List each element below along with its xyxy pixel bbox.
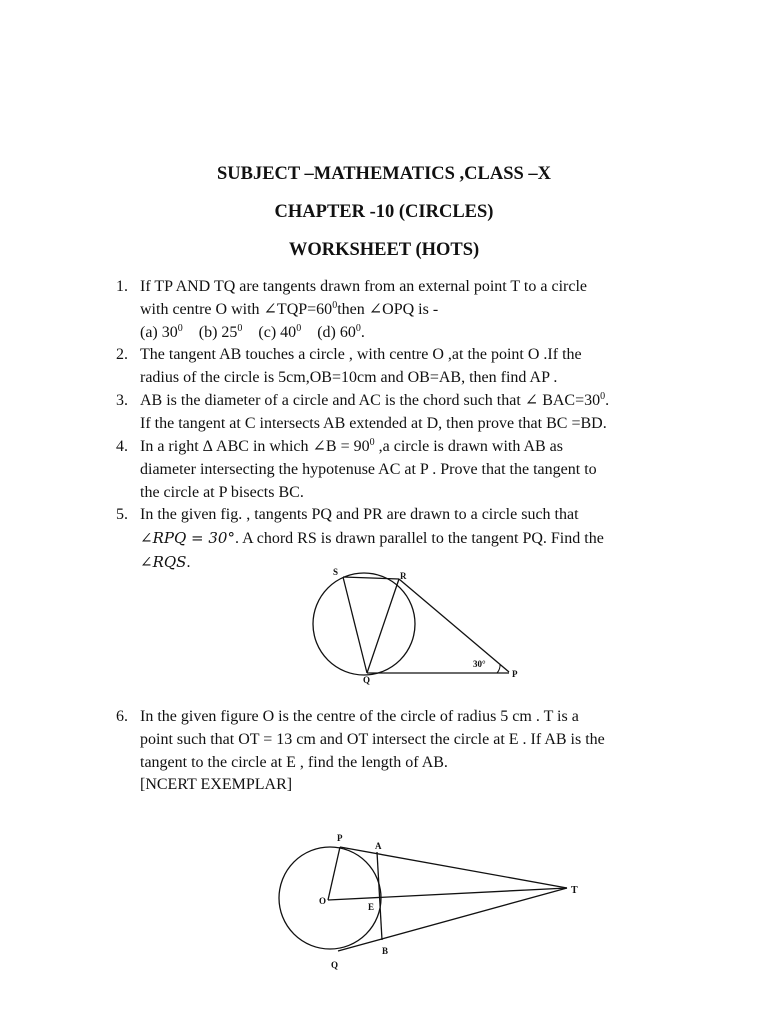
question-4	[116, 436, 696, 504]
label-r: R	[400, 571, 407, 581]
question-text: point such that OT = 13 cm and OT intersect the circle at E . If AB is the	[140, 730, 605, 748]
chapter-title: CHAPTER -10 (CIRCLES)	[274, 202, 494, 222]
question-number: 3.	[116, 392, 128, 409]
label-o: O	[319, 896, 327, 906]
question-text: ∠RPQ = 30°. A chord RS is drawn parallel to the tangent PQ. Find the	[140, 528, 604, 547]
question-6	[116, 706, 696, 797]
answer-options	[116, 322, 696, 345]
question-text: radius of the circle is 5cm,OB=10cm and OB=AB, then find AP .	[140, 368, 558, 386]
option-d: (d) $60^0$.	[317, 322, 365, 341]
question-number: 2.	[116, 346, 128, 363]
question-3	[116, 390, 696, 436]
question-text: The tangent AB touches a circle , with centre O ,at the point O .If the	[140, 346, 582, 363]
source-reference: [NCERT EXEMPLAR]	[140, 776, 293, 794]
math-expression: ∠RPQ = 30°	[140, 528, 235, 547]
label-a: A	[375, 841, 382, 851]
option-c: (c) $40^0$	[258, 322, 302, 341]
angle-arc	[497, 664, 500, 673]
question-number: 5.	[116, 506, 128, 523]
label-q: Q	[331, 960, 339, 970]
question-text: diameter intersecting the hypotenuse AC at P . Prove that the tangent to	[140, 460, 597, 478]
math-expression: ∠RQS	[140, 552, 187, 571]
label-t: T	[571, 885, 578, 896]
label-p: P	[337, 833, 343, 843]
question-number: 1.	[116, 278, 128, 295]
question-1	[116, 276, 696, 344]
worksheet-title: WORKSHEET (HOTS)	[288, 240, 480, 260]
figure-tangents-pq-pr	[245, 555, 535, 685]
question-2	[116, 344, 696, 390]
tangent-pt	[340, 847, 567, 888]
question-number: 4.	[116, 438, 128, 455]
label-angle: 30°	[473, 659, 486, 669]
chord-sq	[343, 577, 367, 673]
question-number: 6.	[116, 708, 128, 725]
label-b: B	[382, 946, 389, 956]
question-text: If TP AND TQ are tangents drawn from an external point T to a circle	[140, 278, 587, 295]
label-q: Q	[363, 675, 371, 685]
option-a: (a) $30^0$	[140, 322, 183, 341]
question-text: In the given figure O is the centre of the circle of radius 5 cm . T is a	[140, 708, 579, 725]
chord-rs	[343, 577, 399, 579]
label-p: P	[512, 669, 518, 679]
question-text: In a right Δ ABC in which ∠B = $90^0$ ,a circle is drawn with AB as	[140, 437, 564, 455]
label-e: E	[368, 902, 375, 912]
label-s: S	[333, 567, 339, 577]
option-b: (b) $25^0$	[198, 322, 243, 341]
question-text: ∠RQS.	[140, 552, 191, 571]
question-text: In the given fig. , tangents PQ and PR are drawn to a circle such that	[140, 506, 579, 523]
chord-rq	[367, 579, 399, 673]
question-text: the circle at P bisects BC.	[140, 483, 304, 501]
question-text: If the tangent at C intersects AB extended at D, then prove that BC =BD.	[140, 414, 607, 432]
figure-circle-ot	[255, 822, 595, 972]
question-text: tangent to the circle at E , find the length of AB.	[140, 753, 448, 771]
radius-op	[328, 847, 340, 900]
question-text: AB is the diameter of a circle and AC is the chord such that ∠ $BAC=30^0$.	[140, 391, 610, 409]
question-text: with centre O with $\angle TQP=60^0then$ ∠OPQ is -	[140, 299, 439, 318]
subject-title: SUBJECT –MATHEMATICS ,CLASS –X	[216, 164, 552, 184]
